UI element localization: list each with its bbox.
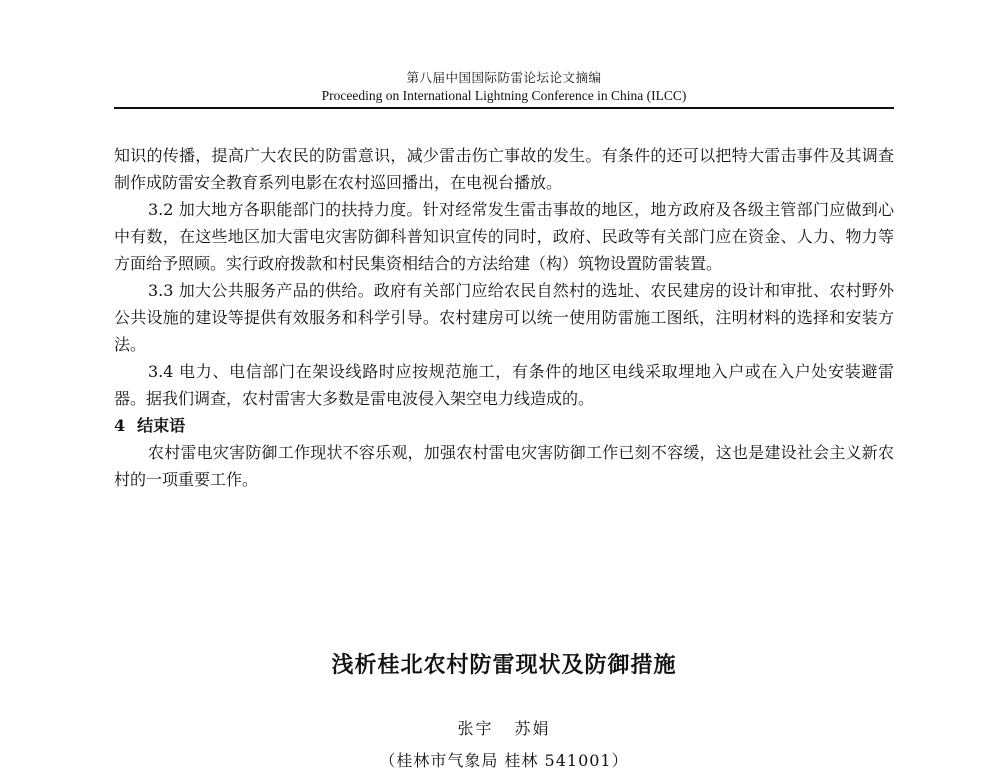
body-text: [114, 142, 894, 493]
article-title: 浅析桂北农村防雷现状及防御措施: [331, 653, 677, 678]
paragraph-3-3: 3.3 加大公共服务产品的供给。政府有关部门应给农民自然村的选址、农民建房的设计和审批、农村野外公共设施的建设等提供有效服务和科学引导。农村建房可以统一使用防雷施工图纸，注明材料的选择和安装方法。: [114, 281, 894, 354]
article-authors: 张宇 苏娟: [457, 719, 551, 738]
running-header: [114, 70, 894, 104]
paragraph-conclusion: 农村雷电灾害防御工作现状不容乐观，加强农村雷电灾害防御工作已刻不容缓，这也是建设社会主义新农村的一项重要工作。: [114, 443, 894, 489]
paragraph-continuation: 知识的传播，提高广大农民的防雷意识，减少雷击伤亡事故的发生。有条件的还可以把特大雷击事件及其调查制作成防雷安全教育系列电影在农村巡回播出，在电视台播放。: [114, 146, 894, 192]
paragraph-3-2: 3.2 加大地方各职能部门的扶持力度。针对经常发生雷击事故的地区，地方政府及各级主管部门应做到心中有数，在这些地区加大雷电灾害防御科普知识宣传的同时，政府、民政等有关部门应在资金、人力、物力等方面给予照顾。实行政府拨款和村民集资相结合的方法给建（构）筑物设置防雷装置。: [114, 200, 894, 273]
header-chinese-title: 第八届中国国际防雷论坛论文摘编: [406, 70, 602, 85]
section-number: 4: [114, 416, 126, 435]
section-heading: [114, 412, 894, 439]
header-english-title: Proceeding on International Lightning Conference in China (ILCC): [321, 88, 687, 103]
header-rule: [114, 107, 894, 109]
section-title: 结束语: [137, 416, 186, 435]
article-affiliation: （桂林市气象局 桂林 541001）: [379, 751, 629, 770]
paragraph-3-4: 3.4 电力、电信部门在架设线路时应按规范施工，有条件的地区电线采取埋地入户或在入户处安装避雷器。据我们调查，农村雷害大多数是雷电波侵入架空电力线造成的。: [114, 362, 894, 408]
